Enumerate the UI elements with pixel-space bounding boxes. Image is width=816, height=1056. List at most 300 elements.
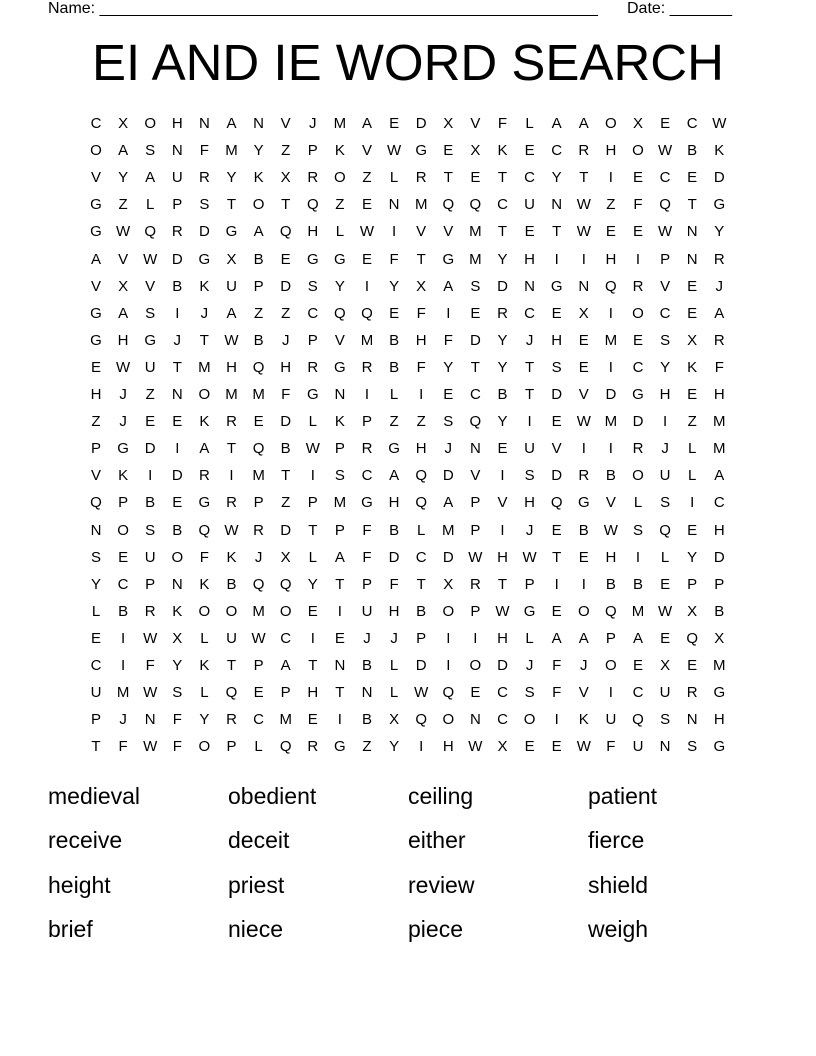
grid-letter: S [660, 494, 671, 512]
grid-letter: E [361, 196, 372, 214]
word-list-item: shield [588, 872, 649, 898]
grid-letter: J [580, 657, 588, 674]
grid-letter: B [389, 358, 400, 376]
grid-letter: U [144, 358, 156, 376]
grid-letter: G [144, 331, 157, 349]
grid-letter: Q [550, 494, 563, 512]
grid-letter: H [551, 331, 563, 349]
grid-letter: P [605, 629, 616, 647]
grid-letter: Z [416, 413, 426, 431]
grid-letter: M [333, 115, 347, 132]
grid-letter: R [632, 440, 644, 458]
grid-letter: V [280, 115, 291, 132]
grid-letter: O [577, 602, 590, 620]
grid-letter: A [632, 629, 643, 647]
grid-letter: H [388, 602, 400, 620]
grid-letter: H [388, 494, 400, 512]
grid-letter: F [389, 575, 399, 593]
grid-letter: Q [225, 684, 238, 702]
grid-letter: L [688, 467, 697, 485]
grid-letter: D [442, 467, 454, 485]
word-list-item: ceiling [408, 783, 474, 809]
grid-letter: N [659, 738, 671, 756]
grid-letter: O [252, 196, 265, 214]
grid-letter: F [172, 711, 182, 729]
grid-letter: F [416, 358, 426, 376]
grid-letter: J [281, 331, 290, 349]
grid-letter: Q [90, 494, 102, 512]
grid-letter: T [416, 575, 426, 593]
grid-letter: G [388, 440, 400, 458]
word-list-item: piece [408, 916, 463, 942]
grid-letter: L [688, 440, 697, 458]
grid-letter: L [525, 629, 534, 647]
grid-letter: B [389, 521, 400, 539]
grid-letter: E [687, 657, 698, 674]
grid-letter: C [686, 115, 698, 132]
grid-letter: C [524, 169, 536, 187]
grid-letter: M [713, 657, 726, 674]
grid-letter: Y [497, 331, 508, 349]
grid-letter: C [632, 684, 644, 702]
grid-letter: J [444, 440, 453, 458]
grid-letter: F [199, 142, 209, 160]
grid-letter: X [389, 711, 400, 729]
grid-letter: D [442, 548, 454, 566]
grid-letter: X [687, 331, 698, 349]
grid-letter: G [334, 358, 346, 376]
grid-letter: B [226, 575, 237, 593]
grid-letter: J [525, 331, 534, 349]
grid-letter: E [443, 142, 454, 160]
grid-letter: T [226, 196, 237, 214]
grid-letter: C [117, 575, 129, 593]
grid-letter: G [713, 738, 726, 756]
grid-letter: N [388, 196, 400, 214]
grid-letter: S [307, 277, 318, 295]
grid-letter: G [306, 386, 319, 403]
grid-letter: X [660, 657, 671, 674]
grid-letter: F [362, 521, 372, 539]
grid-letter: F [497, 115, 508, 132]
grid-letter: O [117, 521, 129, 539]
grid-letter: J [525, 657, 534, 674]
grid-letter: G [225, 223, 238, 241]
grid-letter: W [143, 629, 158, 647]
grid-letter: P [307, 494, 318, 512]
grid-letter: W [712, 115, 727, 132]
grid-letter: X [714, 629, 725, 647]
grid-letter: G [198, 494, 211, 512]
grid-letter: K [334, 142, 345, 160]
grid-letter: Q [469, 196, 482, 214]
grid-letter: N [171, 142, 183, 160]
grid-letter: X [470, 142, 481, 160]
grid-letter: O [605, 657, 617, 674]
grid-letter: I [364, 386, 370, 403]
grid-letter: L [633, 494, 643, 512]
grid-letter: Z [118, 196, 128, 214]
grid-letter: P [172, 196, 183, 214]
grid-letter: Q [632, 711, 644, 729]
grid-letter: J [173, 331, 182, 349]
grid-letter: N [524, 277, 536, 295]
grid-letter: D [280, 521, 292, 539]
grid-letter: F [172, 738, 182, 756]
grid-letter: H [415, 440, 427, 458]
grid-letter: G [334, 250, 346, 268]
grid-letter: Y [307, 575, 318, 593]
grid-letter: Q [334, 304, 346, 322]
grid-letter: F [633, 196, 643, 214]
grid-letter: V [578, 386, 589, 403]
grid-letter: V [416, 223, 427, 241]
grid-letter: R [361, 440, 373, 458]
grid-letter: L [146, 196, 155, 214]
grid-letter: Z [281, 494, 291, 512]
grid-letter: E [605, 223, 616, 241]
grid-letter: L [308, 548, 317, 566]
grid-letter: E [687, 304, 698, 322]
grid-letter: A [253, 223, 264, 241]
grid-letter: T [226, 657, 237, 674]
grid-letter: S [90, 548, 101, 566]
grid-letter: H [307, 684, 319, 702]
grid-letter: W [576, 223, 591, 241]
grid-letter: I [554, 250, 559, 268]
grid-letter: V [90, 277, 101, 295]
grid-letter: D [605, 386, 617, 403]
grid-letter: O [632, 142, 644, 160]
grid-letter: U [226, 277, 237, 295]
grid-letter: I [337, 602, 342, 620]
grid-letter: O [632, 304, 644, 322]
grid-letter: W [468, 548, 483, 566]
grid-letter: E [578, 548, 589, 566]
grid-letter: L [91, 602, 101, 620]
grid-letter: Y [660, 358, 671, 376]
grid-letter: E [334, 629, 345, 647]
grid-letter: Q [279, 223, 292, 241]
grid-letter: Y [497, 413, 508, 431]
grid-letter: W [251, 629, 266, 647]
grid-letter: I [581, 575, 586, 593]
grid-letter: T [552, 223, 562, 241]
grid-letter: D [551, 467, 563, 485]
grid-letter: E [687, 169, 698, 187]
grid-letter: D [280, 277, 292, 295]
grid-letter: O [605, 115, 617, 132]
grid-letter: I [608, 684, 613, 702]
grid-letter: Y [199, 711, 210, 729]
grid-letter: L [200, 629, 209, 647]
grid-letter: I [608, 169, 613, 187]
grid-letter: U [524, 196, 536, 214]
grid-letter: X [118, 115, 129, 132]
grid-letter: E [687, 521, 698, 539]
grid-letter: Q [659, 196, 671, 214]
grid-letter: Q [361, 304, 373, 322]
grid-letter: M [116, 684, 130, 702]
grid-letter: H [497, 629, 508, 647]
grid-letter: Y [443, 358, 454, 376]
grid-letter: C [551, 142, 563, 160]
grid-letter: D [415, 115, 427, 132]
grid-letter: S [199, 196, 210, 214]
grid-letter: I [419, 738, 424, 756]
grid-letter: T [525, 358, 535, 376]
grid-letter: K [714, 142, 725, 160]
grid-letter: I [581, 250, 586, 268]
grid-letter: B [632, 575, 643, 593]
grid-letter: U [361, 602, 373, 620]
grid-letter: M [713, 413, 726, 431]
grid-letter: V [470, 115, 481, 132]
grid-letter: T [199, 331, 209, 349]
grid-letter: K [199, 575, 210, 593]
grid-letter: C [497, 196, 508, 214]
grid-letter: X [226, 250, 237, 268]
grid-letter: W [576, 738, 591, 756]
grid-letter: S [172, 684, 183, 702]
grid-letter: E [660, 575, 671, 593]
grid-letter: H [605, 250, 617, 268]
grid-letter: Z [362, 738, 372, 756]
grid-letter: T [226, 440, 237, 458]
grid-letter: Z [335, 196, 345, 214]
page-title: EI AND IE WORD SEARCH [92, 34, 724, 91]
grid-letter: I [446, 304, 451, 322]
grid-letter: D [144, 440, 156, 458]
name-label: Name: ________________________________________________________ [48, 0, 598, 17]
grid-letter: L [200, 684, 209, 702]
grid-letter: A [280, 657, 291, 674]
grid-letter: E [551, 304, 562, 322]
grid-letter: P [253, 494, 264, 512]
grid-letter: J [200, 304, 209, 322]
grid-letter: D [497, 657, 508, 674]
grid-letter: C [90, 657, 102, 674]
grid-letter: F [199, 548, 209, 566]
grid-letter: S [524, 684, 535, 702]
grid-letter: E [660, 629, 671, 647]
grid-letter: T [497, 575, 508, 593]
grid-letter: I [310, 629, 315, 647]
grid-letter: W [603, 521, 618, 539]
grid-letter: A [90, 250, 101, 268]
grid-letter: A [199, 440, 210, 458]
grid-letter: M [225, 386, 238, 403]
grid-letter: C [415, 548, 427, 566]
word-list-item: receive [48, 827, 123, 853]
grid-letter: U [171, 169, 183, 187]
grid-letter: Z [389, 413, 399, 431]
grid-letter: B [118, 602, 129, 620]
grid-letter: W [658, 142, 673, 160]
grid-letter: W [576, 413, 591, 431]
grid-letter: R [497, 304, 508, 322]
grid-letter: E [632, 223, 643, 241]
grid-letter: P [90, 440, 101, 458]
grid-letter: Y [687, 548, 698, 566]
grid-letter: I [121, 629, 126, 647]
grid-letter: G [90, 304, 102, 322]
grid-letter: E [253, 684, 264, 702]
grid-letter: I [446, 629, 451, 647]
grid-letter: R [307, 358, 319, 376]
grid-letter: R [307, 738, 319, 756]
grid-letter: J [119, 711, 127, 729]
grid-letter: C [659, 304, 671, 322]
word-list-item: weigh [588, 916, 649, 942]
grid-letter: C [361, 467, 373, 485]
grid-letter: V [145, 277, 156, 295]
grid-letter: T [470, 358, 480, 376]
grid-letter: N [171, 575, 183, 593]
grid-letter: W [495, 602, 510, 620]
grid-letter: G [90, 223, 102, 241]
grid-letter: E [307, 602, 318, 620]
grid-letter: U [632, 738, 644, 756]
grid-letter: J [715, 277, 724, 295]
grid-letter: E [551, 521, 562, 539]
grid-letter: S [687, 738, 698, 756]
grid-letter: I [310, 467, 315, 485]
grid-letter: G [632, 386, 644, 403]
grid-letter: I [473, 629, 478, 647]
grid-letter: U [659, 467, 671, 485]
grid-letter: P [416, 629, 427, 647]
grid-letter: S [145, 304, 156, 322]
grid-letter: K [118, 467, 129, 485]
grid-letter: E [389, 304, 400, 322]
grid-letter: I [635, 548, 641, 566]
grid-letter: R [144, 602, 156, 620]
date-label: Date: _______ [627, 0, 732, 17]
grid-letter: A [118, 304, 129, 322]
grid-letter: K [199, 413, 210, 431]
grid-letter: U [90, 684, 102, 702]
grid-letter: F [118, 738, 128, 756]
grid-letter: M [198, 358, 211, 376]
grid-letter: I [229, 467, 234, 485]
grid-letter: F [145, 657, 155, 674]
grid-letter: R [307, 169, 319, 187]
grid-letter: C [497, 684, 508, 702]
grid-letter: Y [90, 575, 101, 593]
grid-letter: E [90, 358, 101, 376]
grid-letter: A [145, 169, 156, 187]
grid-letter: Q [686, 629, 699, 647]
grid-letter: P [253, 657, 264, 674]
grid-letter: X [118, 277, 129, 295]
grid-letter: A [118, 142, 129, 160]
grid-letter: V [334, 331, 345, 349]
grid-letter: Q [415, 494, 428, 512]
grid-letter: F [362, 548, 372, 566]
word-list-item: brief [48, 916, 93, 942]
grid-letter: S [145, 142, 156, 160]
grid-letter: S [334, 467, 345, 485]
grid-letter: V [90, 169, 101, 187]
grid-letter: B [389, 331, 400, 349]
grid-letter: P [470, 494, 481, 512]
grid-letter: H [713, 521, 725, 539]
grid-letter: H [659, 386, 671, 403]
grid-letter: W [224, 521, 239, 539]
grid-letter: O [469, 657, 482, 674]
grid-letter: P [226, 738, 237, 756]
grid-letter: P [470, 521, 481, 539]
grid-letter: E [253, 413, 264, 431]
grid-letter: A [443, 494, 454, 512]
grid-letter: A [714, 304, 725, 322]
grid-letter: I [554, 711, 559, 729]
grid-letter: R [713, 331, 725, 349]
grid-letter: I [446, 657, 451, 674]
grid-letter: W [224, 331, 239, 349]
grid-letter: O [198, 738, 211, 756]
grid-letter: D [280, 413, 292, 431]
grid-letter: K [334, 413, 345, 431]
word-list-item: either [408, 827, 466, 853]
grid-letter: Y [253, 142, 264, 160]
grid-letter: B [497, 386, 508, 403]
grid-letter: O [144, 115, 157, 132]
grid-letter: I [690, 494, 695, 512]
grid-letter: H [280, 358, 292, 376]
grid-letter: E [145, 413, 156, 431]
grid-letter: B [361, 657, 372, 674]
grid-letter: L [389, 169, 399, 187]
grid-letter: A [578, 629, 589, 647]
grid-letter: R [686, 684, 698, 702]
grid-letter: P [334, 521, 345, 539]
grid-letter: H [442, 738, 454, 756]
grid-letter: K [253, 169, 264, 187]
grid-letter: E [307, 711, 318, 729]
grid-letter: A [226, 115, 237, 132]
grid-letter: I [500, 467, 505, 485]
grid-letter: L [308, 413, 317, 431]
grid-letter: Q [252, 575, 265, 593]
grid-letter: H [171, 115, 183, 132]
grid-letter: Q [279, 575, 292, 593]
grid-letter: N [198, 115, 210, 132]
grid-letter: O [90, 142, 102, 160]
grid-letter: H [415, 331, 427, 349]
grid-letter: K [497, 142, 508, 160]
grid-letter: P [118, 494, 129, 512]
word-list-item: patient [588, 783, 658, 809]
grid-letter: N [686, 250, 698, 268]
grid-letter: X [687, 602, 698, 620]
grid-letter: R [415, 169, 427, 187]
grid-letter: W [576, 196, 591, 214]
grid-letter: T [335, 575, 345, 593]
grid-letter: O [334, 169, 346, 187]
grid-letter: G [198, 250, 211, 268]
grid-letter: E [389, 115, 400, 132]
grid-letter: P [334, 440, 345, 458]
grid-letter: I [121, 657, 126, 674]
grid-letter: G [713, 196, 726, 214]
word-list-item: medieval [48, 783, 141, 809]
grid-letter: Z [281, 304, 291, 322]
grid-letter: R [253, 521, 265, 539]
grid-letter: I [500, 521, 505, 539]
grid-letter: Q [252, 440, 265, 458]
